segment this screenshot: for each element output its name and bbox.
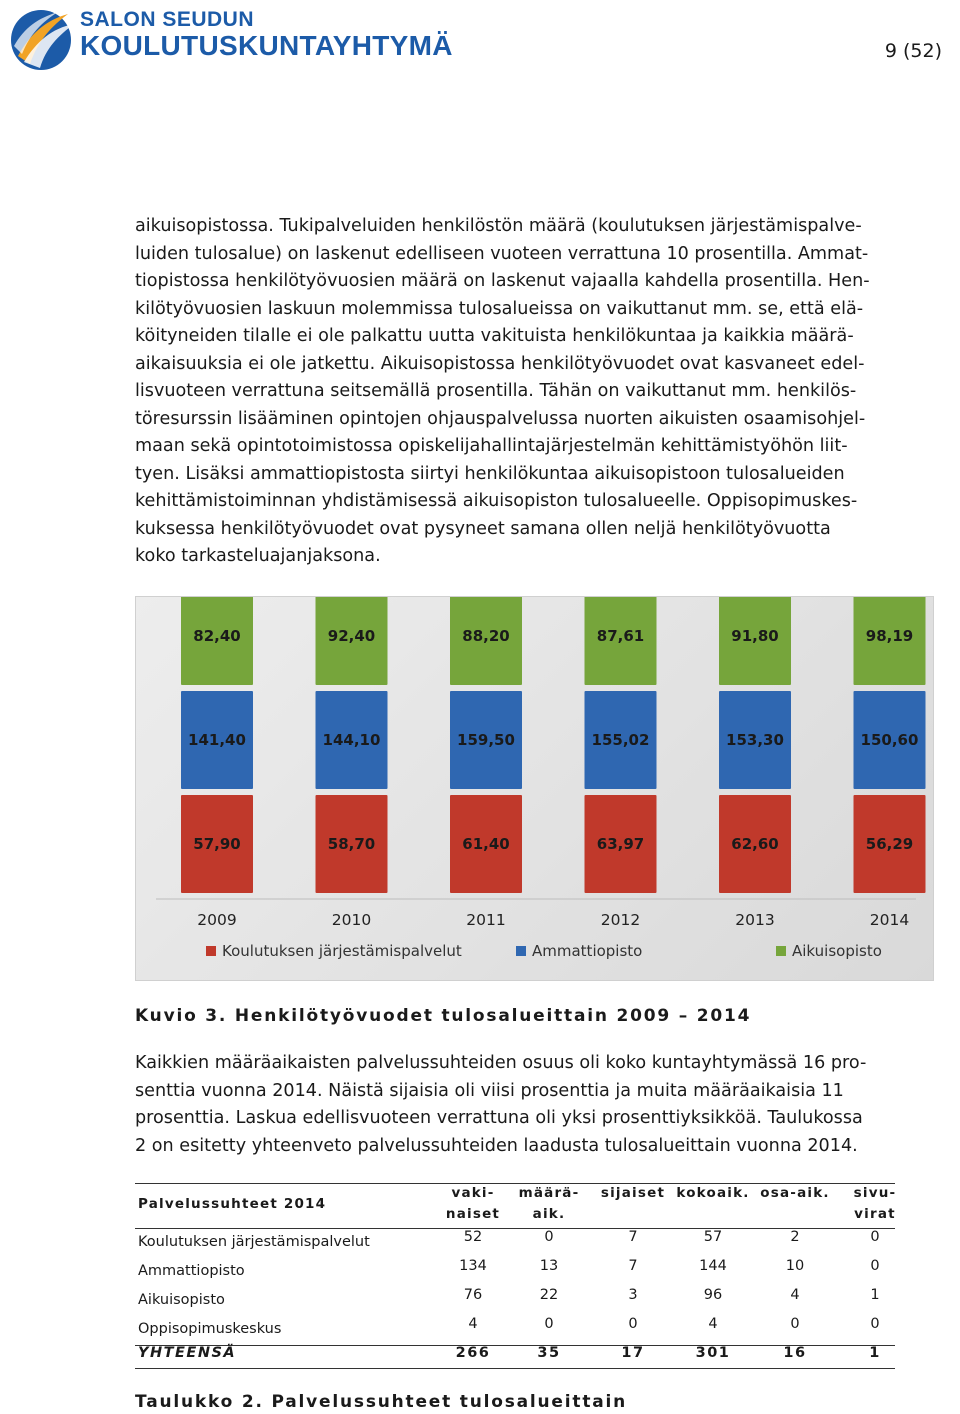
x-tick-label: 2009 [197, 911, 237, 929]
column-header-maaraaik [511, 1183, 587, 1225]
total-row-label: YHTEENSÄ [138, 1345, 237, 1361]
table-cell: 0 [790, 1316, 800, 1332]
paragraph-line: 2 on esitetty yhteenveto palvelussuhteiden laadusta tulosalueittain vuonna 2014. [135, 1135, 858, 1156]
data-label: 155,02 [591, 731, 650, 749]
legend-swatch [776, 946, 786, 956]
total-cell: 35 [537, 1345, 561, 1361]
paragraph-line: luiden tulosalue) on laskenut edelliseen vuoteen verrattuna 10 prosentilla. Ammat- [135, 243, 869, 264]
data-label: 98,19 [865, 627, 914, 645]
table-cell: 4 [468, 1316, 478, 1332]
table-cell: 0 [544, 1229, 554, 1245]
table-cell: 4 [790, 1287, 800, 1303]
body-paragraph-1 [135, 213, 947, 571]
table-cell: 0 [870, 1229, 880, 1245]
table-cell: 13 [539, 1258, 559, 1274]
legend-swatch [206, 946, 216, 956]
column-header-sivuvirat [837, 1183, 913, 1225]
row-label: Oppisopimuskeskus [138, 1321, 282, 1337]
data-label: 159,50 [457, 731, 515, 749]
logo-text-line1: SALON SEUDUN [80, 8, 255, 31]
paragraph-line: köityneiden tilalle ei ole palkattu uutta vakituista henkilökuntaa ja kaikkia määrä- [135, 326, 854, 346]
logo-swoosh-icon [8, 6, 78, 72]
stacked-bar-chart [135, 596, 934, 981]
body-paragraph-2 [135, 1050, 947, 1160]
paragraph-line: prosenttia. Laskua edellisvuoteen verrattuna oli yksi prosenttiyksikköä. Taulukossa [135, 1108, 863, 1128]
column-header-line: aik. [532, 1206, 566, 1222]
table-cell: 144 [699, 1258, 727, 1274]
column-header-line: osa-aik. [760, 1185, 830, 1201]
column-header-osaaik [757, 1183, 833, 1204]
row-label: Koulutuksen järjestämispalvelut [138, 1234, 370, 1250]
table-cell: 0 [628, 1316, 638, 1332]
row-label: Aikuisopisto [138, 1292, 225, 1308]
data-label: 62,60 [731, 835, 779, 853]
x-tick-label: 2013 [735, 911, 775, 929]
table-cell: 7 [628, 1229, 638, 1245]
table-cell: 10 [785, 1258, 805, 1274]
data-label: 58,70 [327, 835, 376, 853]
table-cell: 22 [539, 1287, 559, 1303]
paragraph-line: lisvuoteen verrattuna seitsemällä prosentilla. Tähän on vaikuttanut mm. henkilös- [135, 381, 857, 401]
table-cell: 1 [870, 1287, 880, 1303]
row-label: Ammattiopisto [138, 1263, 245, 1279]
data-label: 92,40 [327, 627, 376, 645]
table-cell: 0 [870, 1316, 880, 1332]
column-header-line: määrä- [518, 1185, 580, 1201]
paragraph-line: töresurssin lisääminen opintojen ohjauspalvelussa nuorten aikuisten osaamisohjel- [135, 408, 866, 429]
column-header-kokoaik [675, 1183, 751, 1204]
data-label: 87,61 [596, 627, 645, 645]
data-label: 91,80 [731, 627, 779, 645]
table-cell: 3 [628, 1287, 638, 1303]
table-title: Palvelussuhteet 2014 [138, 1196, 327, 1212]
legend-label: Aikuisopisto [792, 942, 882, 960]
paragraph-line: tyen. Lisäksi ammattiopistosta siirtyi henkilökuntaa aikuisopistoon tulosalueiden [135, 463, 845, 484]
paragraph-line: aikaisuuksia ei ole jatkettu. Aikuisopistossa henkilötyövuodet ovat kasvaneet edel- [135, 353, 865, 374]
data-label: 61,40 [462, 835, 510, 853]
paragraph-line: kehittämistoiminnan yhdistämisessä aikuisopiston tulosalueelle. Oppisopimuskes- [135, 491, 858, 511]
paragraph-line: Kaikkien määräaikaisten palvelussuhteiden osuus oli koko kuntayhtymässä 16 pro- [135, 1053, 867, 1073]
table-cell: 52 [463, 1229, 483, 1245]
data-label: 153,30 [726, 731, 784, 749]
total-cell: 1 [869, 1345, 881, 1361]
table-cell: 76 [463, 1287, 483, 1303]
table-cell: 134 [459, 1258, 487, 1274]
column-header-line: sijaiset [600, 1185, 666, 1201]
column-header-line: naiset [445, 1206, 501, 1222]
paragraph-line: aikuisopistossa. Tukipalveluiden henkilöstön määrä (koulutuksen järjestämispalve- [135, 216, 862, 236]
legend-label: Koulutuksen järjestämispalvelut [222, 942, 462, 960]
employment-table [135, 1183, 895, 1373]
x-tick-label: 2010 [331, 911, 372, 929]
paragraph-line: kilötyövuosien laskuun molemmissa tulosalueissa on vaikuttanut mm. se, että elä- [135, 298, 864, 319]
data-label: 63,97 [596, 835, 645, 853]
paragraph-line: senttia vuonna 2014. Näistä sijaisia oli viisi prosenttia ja muita määräaikaisia 11 [135, 1080, 844, 1101]
legend-label: Ammattiopisto [532, 942, 643, 960]
table-caption: Taulukko 2. Palvelussuhteet tulosalueittain [135, 1392, 628, 1412]
column-header-sijaiset [593, 1183, 673, 1204]
table-cell: 2 [790, 1229, 800, 1245]
column-header-line: kokoaik. [676, 1185, 750, 1201]
data-label: 150,60 [860, 731, 919, 749]
x-tick-label: 2012 [600, 911, 641, 929]
table-cell: 4 [708, 1316, 718, 1332]
table-cell: 57 [703, 1229, 723, 1245]
table-cell: 7 [628, 1258, 638, 1274]
table-bottom-rule [135, 1368, 895, 1369]
total-cell: 301 [695, 1345, 731, 1361]
column-header-line: vaki- [451, 1185, 495, 1201]
data-label: 56,29 [865, 835, 914, 853]
total-cell: 17 [621, 1345, 645, 1361]
data-label: 88,20 [462, 627, 510, 645]
column-header-line: sivu- [853, 1185, 897, 1201]
legend-swatch [516, 946, 526, 956]
figure-caption: Kuvio 3. Henkilötyövuodet tulosalueittain 2009 – 2014 [135, 1006, 752, 1026]
paragraph-line: kuksessa henkilötyövuodet ovat pysyneet samana ollen neljä henkilötyövuotta [135, 518, 831, 539]
column-header-vakinaiset [435, 1183, 511, 1225]
paragraph-line: tiopistossa henkilötyövuosien määrä on laskenut vajaalla kahdella prosentilla. Hen- [135, 271, 870, 291]
data-label: 144,10 [322, 731, 381, 749]
page-number: 9 (52) [884, 40, 942, 62]
table-cell: 0 [870, 1258, 880, 1274]
data-label: 57,90 [193, 835, 241, 853]
table-cell: 96 [703, 1287, 723, 1303]
paragraph-line: maan sekä opintotoimistossa opiskelijahallintajärjestelmän kehittämistyöhön liit- [135, 436, 848, 456]
column-header-line: virat [854, 1206, 896, 1222]
total-cell: 266 [455, 1345, 491, 1361]
data-label: 141,40 [188, 731, 246, 749]
total-cell: 16 [783, 1345, 807, 1361]
chart-canvas [136, 597, 933, 980]
paragraph-line: koko tarkasteluajanjaksona. [135, 546, 381, 566]
x-tick-label: 2014 [869, 911, 910, 929]
x-tick-label: 2011 [466, 911, 506, 929]
logo-text-line2: KOULUTUSKUNTAYHTYMÄ [80, 30, 453, 61]
table-cell: 0 [544, 1316, 554, 1332]
data-label: 82,40 [193, 627, 241, 645]
